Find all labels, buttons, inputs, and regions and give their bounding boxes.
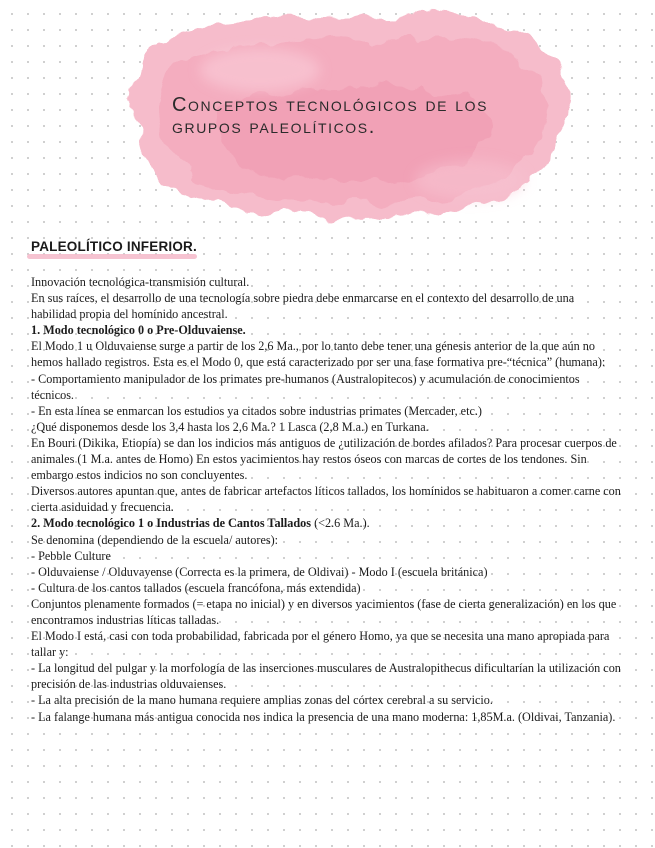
paragraph: ¿Qué disponemos desde los 3,4 hasta los 2,6 Ma.? 1 Lasca (2,8 M.a.) en Turkana. <box>31 419 429 434</box>
paragraph: En sus raíces, el desarrollo de una tecnología sobre piedra debe enmarcarse en el contexto del desarrollo de una habilidad propia del homínido ancestral. <box>31 291 575 322</box>
list-item: - Pebble Culture <box>31 548 111 563</box>
list-item: - La alta precisión de la mano humana requiere amplias zonas del córtex cerebral a su servicio. <box>31 693 493 708</box>
paragraph: Se denomina (dependiendo de la escuela/ autores): <box>31 532 279 547</box>
section-heading: PALEOLÍTICO INFERIOR. <box>31 239 197 254</box>
list-item: - Olduvaiense / Olduvayense (Correcta es la primera, de Oldivai) - Modo I (escuela británica) <box>31 564 488 579</box>
paragraph: El Modo I está, casi con toda probabilidad, fabricada por el género Homo, ya que se necesita una mano apropiada para tallar y: <box>31 629 610 660</box>
body-text <box>31 274 621 725</box>
numbered-heading: 2. Modo tecnológico 1 o Industrias de Cantos Tallados (<2.6 Ma.). <box>31 516 370 531</box>
paragraph: Diversos autores apuntan que, antes de fabricar artefactos líticos tallados, los homínidos se habituaron a comer carne con cierta asiduidad y frecuencia. <box>31 484 621 515</box>
numbered-heading: 1. Modo tecnológico 0 o Pre-Olduvaiense. <box>31 323 246 338</box>
list-item: - Comportamiento manipulador de los primates pre-humanos (Australopitecos) y acumulación de conocimientos técnicos. <box>31 371 580 402</box>
list-item: - La falange humana más antigua conocida nos indica la presencia de una mano moderna: 1,85M.a. (Oldivai, Tanzania). <box>31 709 616 724</box>
paragraph: En Bouri (Dikika, Etiopía) se dan los indicios más antiguos de ¿utilización de bordes afilados? Para procesar cuerpos de animales (1 M.a. antes de Homo) En estos yacimientos hay restos óseos con marcas de cortes de los tendones. Sin embargo estos indicios no son concluyentes. <box>31 435 617 483</box>
list-item: - La longitud del pulgar y la morfología de las inserciones musculares de Australopithecus dificultarían la utilización con precisión de las industrias olduvaienses. <box>31 661 621 692</box>
heading-highlight <box>27 254 197 259</box>
paragraph: Innovación tecnológica-transmisión cultural. <box>31 275 250 289</box>
paragraph: Conjuntos plenamente formados (= etapa no inicial) y en diversos yacimientos (fase de cierta generalización) en los que encontramos industrias líticas talladas. <box>31 596 617 627</box>
paragraph: El Modo 1 u Olduvaiense surge a partir de los 2,6 Ma., por lo tanto debe tener una génesis anterior de la que aún no hemos hallado registros. Esta es el Modo 0, que está caracterizado por ser una fase formativa pre-“técnica” (humana): <box>31 339 606 370</box>
list-item: - Cultura de los cantos tallados (escuela francófona, más extendida) <box>31 580 361 595</box>
list-item: - En esta línea se enmarcan los estudios ya citados sobre industrias primates (Mercader, etc.) <box>31 403 482 418</box>
page-title: Conceptos tecnológicos de los grupos paleolíticos. <box>172 94 489 138</box>
